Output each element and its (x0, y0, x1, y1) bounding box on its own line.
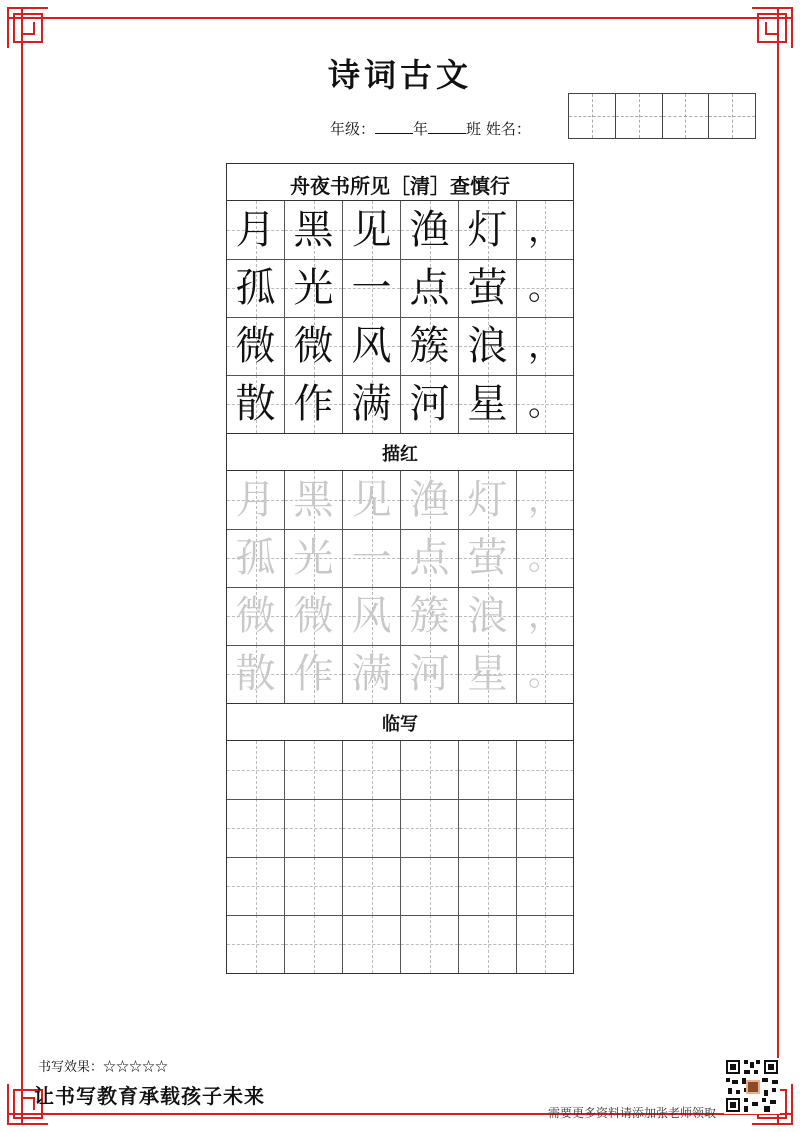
name-cell[interactable] (616, 94, 663, 138)
poem-character: 月 (235, 477, 276, 523)
guide-line (459, 886, 516, 887)
grid-cell[interactable] (401, 799, 459, 857)
poem-character: 星 (467, 651, 508, 697)
guide-line (517, 944, 573, 945)
trace-heading: 描红 (382, 444, 418, 465)
grid-cell (401, 375, 459, 433)
grid-cell[interactable] (227, 857, 285, 915)
poem-character: 作 (293, 381, 334, 427)
page-title: 诗词古文 (327, 56, 472, 94)
poem-character: 。 (528, 268, 562, 308)
row-divider (227, 529, 573, 530)
grid-cell (517, 201, 573, 259)
grid-cell (517, 529, 573, 587)
footer-note: 需要更多资料请添加张老师领取 (548, 1106, 717, 1120)
grid-cell (459, 529, 517, 587)
grid-cell[interactable] (227, 741, 285, 799)
guide-line (227, 886, 284, 887)
grid-row (227, 471, 573, 529)
poem-character: 光 (293, 535, 334, 581)
copy-heading: 临写 (382, 714, 418, 735)
grid-cell (459, 317, 517, 375)
grid-cell[interactable] (285, 741, 343, 799)
grid-cell[interactable] (517, 857, 573, 915)
grid-cell (343, 471, 401, 529)
poem-heading: 舟夜书所见［清］查慎行 (290, 174, 510, 198)
poem-character: 。 (528, 538, 562, 578)
poem-character: 微 (293, 323, 334, 369)
year-label: 年 (413, 120, 429, 138)
grid-row (227, 317, 573, 375)
grid-cell (401, 259, 459, 317)
guide-line (227, 828, 284, 829)
grid-cell[interactable] (285, 857, 343, 915)
grid-cell (517, 259, 573, 317)
poem-character: 灯 (467, 207, 508, 253)
poem-character: 孤 (235, 535, 276, 581)
grid-cell (401, 587, 459, 645)
grid-cell (459, 259, 517, 317)
poem-character: 簇 (409, 323, 450, 369)
guide-line (285, 770, 342, 771)
poem-character: 微 (235, 593, 276, 639)
grid-cell[interactable] (517, 915, 573, 973)
grid-cell (285, 471, 343, 529)
grid-cell (285, 375, 343, 433)
guide-line (517, 828, 573, 829)
guide-line (343, 886, 400, 887)
name-cell[interactable] (663, 94, 710, 138)
grid-cell (459, 587, 517, 645)
name-cell[interactable] (569, 94, 616, 138)
grid-cell (227, 317, 285, 375)
grid-cell (343, 375, 401, 433)
poem-character: 萤 (467, 535, 508, 581)
grid-cell (227, 587, 285, 645)
slogan: 让书写教育承载孩子未来 (34, 1084, 265, 1108)
grid-cell (227, 375, 285, 433)
guide-line (401, 944, 458, 945)
row-divider (227, 915, 573, 916)
guide-line (459, 828, 516, 829)
student-info-line (330, 118, 531, 139)
grid-cell (459, 375, 517, 433)
grid-cell[interactable] (227, 915, 285, 973)
poem-character: 见 (351, 207, 392, 253)
grid-cell (227, 471, 285, 529)
poem-character: 灯 (467, 477, 508, 523)
grid-cell (517, 471, 573, 529)
grid-cell (459, 471, 517, 529)
grid-cell (285, 317, 343, 375)
row-divider (227, 587, 573, 588)
grid-cell (227, 645, 285, 703)
poem-character: 河 (409, 381, 450, 427)
grid-cell (459, 201, 517, 259)
poem-character: 孤 (235, 265, 276, 311)
grid-row (227, 857, 573, 915)
grid-cell[interactable] (285, 915, 343, 973)
row-divider (227, 857, 573, 858)
poem-character: 萤 (467, 265, 508, 311)
guide-line (343, 828, 400, 829)
poem-character: ， (528, 596, 562, 636)
poem-character: 点 (409, 265, 450, 311)
guide-line (401, 886, 458, 887)
writing-sheet (226, 163, 574, 974)
grid-cell[interactable] (343, 915, 401, 973)
grid-cell (401, 529, 459, 587)
poem-character: 微 (235, 323, 276, 369)
grid-cell (343, 529, 401, 587)
grid-cell (401, 317, 459, 375)
poem-character: 一 (351, 265, 392, 311)
poem-character: 月 (235, 207, 276, 253)
row-divider (227, 375, 573, 376)
grid-row (227, 799, 573, 857)
grid-cell[interactable] (401, 857, 459, 915)
poem-character: 浪 (467, 593, 508, 639)
grid-cell[interactable] (343, 857, 401, 915)
grid-cell[interactable] (227, 799, 285, 857)
guide-line (459, 770, 516, 771)
grid-cell[interactable] (401, 741, 459, 799)
grid-cell[interactable] (459, 741, 517, 799)
grid-cell (459, 645, 517, 703)
row-divider (227, 799, 573, 800)
grid-cell (227, 201, 285, 259)
grid-cell (343, 587, 401, 645)
poem-character: 河 (409, 651, 450, 697)
grid-cell (401, 471, 459, 529)
guide-line (227, 770, 284, 771)
class-blank[interactable] (428, 119, 466, 134)
poem-character: 一 (351, 535, 392, 581)
grid-row (227, 259, 573, 317)
poem-character: 满 (351, 651, 392, 697)
trace-grid (227, 471, 573, 703)
poem-character: 作 (293, 651, 334, 697)
guide-line (343, 770, 400, 771)
grid-cell (517, 317, 573, 375)
guide-line (459, 944, 516, 945)
poem-character: 见 (351, 477, 392, 523)
grid-cell (517, 645, 573, 703)
grid-row (227, 915, 573, 973)
poem-character: 。 (528, 654, 562, 694)
grid-cell[interactable] (459, 857, 517, 915)
divider (227, 433, 573, 434)
poem-character: 渔 (409, 207, 450, 253)
guide-line (285, 944, 342, 945)
grid-cell[interactable] (459, 799, 517, 857)
poem-character: 风 (351, 323, 392, 369)
guide-line (401, 770, 458, 771)
poem-character: 满 (351, 381, 392, 427)
poem-character: 光 (293, 265, 334, 311)
grid-cell[interactable] (459, 915, 517, 973)
grid-cell (517, 587, 573, 645)
name-label: 姓名： (485, 120, 531, 138)
row-divider (227, 645, 573, 646)
row-divider (227, 259, 573, 260)
qr-code-icon (724, 1058, 780, 1114)
grid-cell (343, 645, 401, 703)
grid-row (227, 529, 573, 587)
grid-cell (517, 375, 573, 433)
grade-blank[interactable] (375, 119, 413, 134)
guide-line (285, 886, 342, 887)
poem-character: 微 (293, 593, 334, 639)
grid-cell[interactable] (343, 741, 401, 799)
row-divider (227, 317, 573, 318)
grid-cell[interactable] (517, 741, 573, 799)
poem-grid (227, 201, 573, 433)
grid-cell[interactable] (285, 799, 343, 857)
grid-cell[interactable] (343, 799, 401, 857)
divider (227, 703, 573, 704)
poem-character: 浪 (467, 323, 508, 369)
grid-cell (285, 201, 343, 259)
guide-line (343, 944, 400, 945)
poem-character: ， (528, 326, 562, 366)
grid-row (227, 645, 573, 703)
poem-character: 风 (351, 593, 392, 639)
name-grid[interactable] (568, 93, 756, 139)
guide-line (285, 828, 342, 829)
poem-character: 点 (409, 535, 450, 581)
grid-cell (343, 201, 401, 259)
poem-character: 渔 (409, 477, 450, 523)
poem-character: 簇 (409, 593, 450, 639)
grid-cell (285, 529, 343, 587)
poem-character: 散 (235, 381, 276, 427)
guide-line (517, 770, 573, 771)
grid-cell (343, 317, 401, 375)
grid-cell (285, 259, 343, 317)
poem-character: 黑 (293, 207, 334, 253)
copy-grid[interactable] (227, 741, 573, 973)
grid-cell[interactable] (517, 799, 573, 857)
evaluation-rating: 书写效果：☆☆☆☆☆ (38, 1060, 169, 1075)
grid-cell (285, 587, 343, 645)
guide-line (401, 828, 458, 829)
grid-row (227, 587, 573, 645)
guide-line (517, 886, 573, 887)
poem-character: 。 (528, 384, 562, 424)
grid-row (227, 741, 573, 799)
grid-cell (401, 201, 459, 259)
grid-cell (343, 259, 401, 317)
class-label: 班 (466, 120, 482, 138)
poem-character: 黑 (293, 477, 334, 523)
poem-character: 散 (235, 651, 276, 697)
grid-row (227, 375, 573, 433)
guide-line (227, 944, 284, 945)
grid-cell[interactable] (401, 915, 459, 973)
grid-row (227, 201, 573, 259)
grid-cell (285, 645, 343, 703)
grid-cell (227, 259, 285, 317)
poem-character: ， (528, 210, 562, 250)
grade-label: 年级： (330, 120, 376, 138)
poem-character: ， (528, 480, 562, 520)
grid-cell (227, 529, 285, 587)
poem-character: 星 (467, 381, 508, 427)
name-cell[interactable] (709, 94, 755, 138)
grid-cell (401, 645, 459, 703)
